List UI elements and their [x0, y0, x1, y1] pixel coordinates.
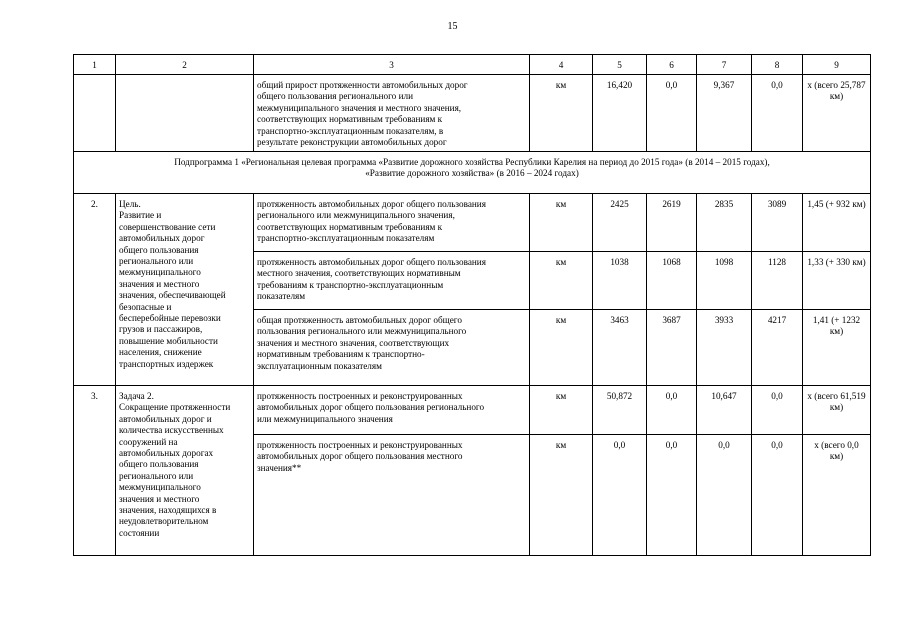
table-row — [74, 75, 871, 152]
value-cell: 2835 — [697, 194, 752, 252]
value-cell: 9,367 — [697, 75, 752, 152]
value-cell: 3933 — [697, 310, 752, 386]
value-cell: 1038 — [593, 252, 647, 310]
value-cell: х (всего 25,787 км) — [803, 75, 871, 152]
header-cell: 7 — [697, 55, 752, 75]
value-cell: 1128 — [752, 252, 803, 310]
value-cell: 1,45 (+ 932 км) — [803, 194, 871, 252]
unit-cell: км — [530, 386, 593, 435]
row-number: 3. — [74, 386, 116, 556]
value-cell: 3463 — [593, 310, 647, 386]
header-cell: 6 — [647, 55, 697, 75]
unit-cell: км — [530, 194, 593, 252]
value-cell: х (всего 61,519 км) — [803, 386, 871, 435]
value-cell: 0,0 — [752, 75, 803, 152]
unit-cell: км — [530, 75, 593, 152]
value-cell: 0,0 — [647, 75, 697, 152]
value-cell: 50,872 — [593, 386, 647, 435]
value-cell: 4217 — [752, 310, 803, 386]
value-cell: 1,41 (+ 1232 км) — [803, 310, 871, 386]
row-number: 2. — [74, 194, 116, 386]
value-cell: х (всего 0,0 км) — [803, 435, 871, 556]
indicator-name: общий прирост протяженности автомобильных дорог общего пользования регионального или межмуниципального значения и местного значения, соответствующих нормативным требованиям к транспортно-эксплуатационным показателям, в результате реконструкции автомобильных дорог — [254, 75, 530, 152]
header-cell: 1 — [74, 55, 116, 75]
value-cell: 0,0 — [593, 435, 647, 556]
value-cell: 0,0 — [647, 435, 697, 556]
value-cell: 1068 — [647, 252, 697, 310]
header-cell: 3 — [254, 55, 530, 75]
task-cell: Задача 2. Сокращение протяженности автомобильных дорог и количества искусственных сооружений на автомобильных дорогах общего пользования регионального или межмуниципального значения и местного значения, находящихся в неудовлетворительном состоянии — [116, 386, 254, 556]
page-number: 15 — [447, 21, 458, 32]
header-cell: 9 — [803, 55, 871, 75]
value-cell: 1098 — [697, 252, 752, 310]
indicator-name: протяженность автомобильных дорог общего пользования регионального или межмуниципального значения, соответствующих нормативным требованиям к транспортно-эксплуатационным показателям — [254, 194, 530, 252]
value-cell: 3089 — [752, 194, 803, 252]
value-cell: 2425 — [593, 194, 647, 252]
indicator-name: протяженность построенных и реконструированных автомобильных дорог общего пользования регионального или межмуниципального значения — [254, 386, 530, 435]
header-row — [74, 55, 871, 75]
table-row — [74, 194, 871, 252]
value-cell: 1,33 (+ 330 км) — [803, 252, 871, 310]
header-cell: 5 — [593, 55, 647, 75]
value-cell: 16,420 — [593, 75, 647, 152]
unit-cell: км — [530, 310, 593, 386]
unit-cell: км — [530, 252, 593, 310]
indicator-name: протяженность построенных и реконструированных автомобильных дорог общего пользования местного значения** — [254, 435, 530, 556]
value-cell: 10,647 — [697, 386, 752, 435]
value-cell: 0,0 — [647, 386, 697, 435]
value-cell: 0,0 — [752, 435, 803, 556]
value-cell: 0,0 — [697, 435, 752, 556]
unit-cell: км — [530, 435, 593, 556]
header-cell: 2 — [116, 55, 254, 75]
value-cell: 0,0 — [752, 386, 803, 435]
subprogram-title: Подпрограмма 1 «Региональная целевая программа «Развитие дорожного хозяйства Республики Карелия на период до 2015 года» (в 2014 – 2015 годах), «Развитие дорожного хозяйства» (в 2016 – 2024 годах) — [74, 152, 871, 194]
table-row — [74, 386, 871, 435]
goal-cell: Цель. Развитие и совершенствование сети автомобильных дорог общего пользования регионального или межмуниципального значения и местного значения, обеспечивающей безопасные и бесперебойные перевозки грузов и пассажиров, повышение мобильности населения, снижение транспортных издержек — [116, 194, 254, 386]
indicators-table — [73, 54, 871, 556]
indicator-name: общая протяженность автомобильных дорог общего пользования регионального или межмуниципального значения и местного значения, соответствующих нормативным требованиям к транспортно- эксплуатационным показателям — [254, 310, 530, 386]
empty-cell — [116, 75, 254, 152]
value-cell: 3687 — [647, 310, 697, 386]
indicator-name: протяженность автомобильных дорог общего пользования местного значения, соответствующих нормативным требованиям к транспортно-эксплуатационным показателям — [254, 252, 530, 310]
header-cell: 4 — [530, 55, 593, 75]
subprogram-row — [74, 152, 871, 194]
value-cell: 2619 — [647, 194, 697, 252]
header-cell: 8 — [752, 55, 803, 75]
empty-cell — [74, 75, 116, 152]
